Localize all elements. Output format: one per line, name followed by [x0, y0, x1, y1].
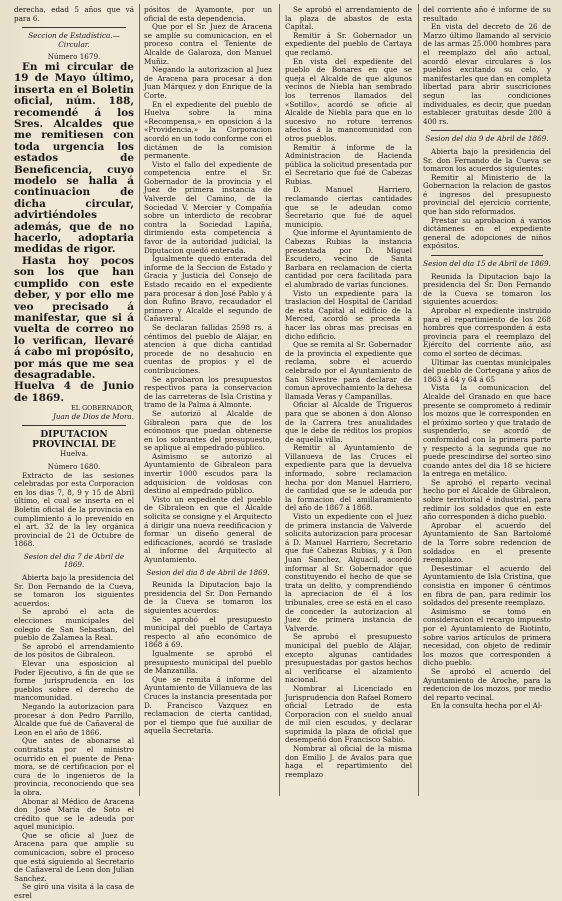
- paragraph: En el expediente del pueblo de Huelva sobre la mina «Recompensa,» en oposicion á la «Providencia,» la Corporacion acordó en un todo conforme con el dictámen de la comision permanente.: [144, 99, 272, 161]
- paragraph: Visto un expediente con el Juez de primera instancia de Valverde solicita autorizacion para procesar á D. Manuel Harriero, Secretario que fué Cabezas Rubias, y á Don Juan Sanchez, Alguacil, acordó informar al Sr. Gobernador que constituyendo el hecho de que se trata un delito, y comprendiéndo la apreciacion de él á los tribunales, cree se está en el caso de conceder la autorizacion al Juez de primera instancia de Valverde.: [285, 512, 412, 633]
- paragraph: Igualmente se aprobó el presupuesto municipal del pueblo de Manzanilla.: [144, 648, 272, 676]
- paragraph: En la consulta hecha por el Al-: [431, 701, 543, 711]
- column-2: [144, 6, 272, 796]
- paragraph: Asimismo se tomó en consideracion el recargo impuesto por el Ayuntamiento de Riotinto, sobre varios artículos de primera necesidad, con objeto de redimir los mozos que corresponden á dicho pueblo.: [423, 606, 551, 668]
- paragraph: Visto un expediente para la traslacion del Hospital de Caridad de esta Capital al edificio de la Merced, acordó se proceda á hacer las obras mas precisas en dicho edificio.: [285, 288, 412, 341]
- paragraph: En vista del decreto de 26 de Marzo último llamando al servicio de las armas 25.000 hombres para el reemplazo del año actual, acordó elevar circulares á los pueblos excitando su celo, y manifestarles que dan en completa libertad para abrir suscriciones segun las condiciones individuales, es decir, que puedan establecer gratuitas desde 200 á 400 rs.: [423, 22, 551, 126]
- circular-number: Número 1679.: [47, 52, 101, 62]
- paragraph: Se aprobó el presupuesto municipal del pueblo de Alájar, excepto algunas cantidades presupuestadas por gastos hechos al verificarse el alzamiento nacional.: [285, 632, 412, 685]
- paragraph: Oficiar al Alcalde de Trigueros para que se abonen á don Alonso de la Carrera tres anualidades que le debe de réditos los propios de aquella villa.: [285, 400, 412, 444]
- paragraph: Aprobar el acuerdo del Ayuntamiento de San Bartolomé de la Torre sobre redencion de soldados en el presente reemplazo.: [423, 520, 551, 565]
- paragraph: Que antes de abonarse al contratista por el ministro ocurrido en el puente de Pena-mora, se dé certificacion por el cura de lo ingenieros de la provincia, reconociendo que sea la obra.: [14, 736, 134, 797]
- column-4: [423, 6, 551, 796]
- paragraph: Desestimar el acuerdo del Ayuntamiento de Isla Cristina, que consistia en imponer 6 céntimos en fibra de pan, para redimir los soldados del presente reemplazo.: [423, 563, 551, 608]
- paragraph: Ultimar las cuentas municipales del pueblo de Cortegana y años de 1863 á 64 y 64 á 65: [423, 357, 551, 384]
- paragraph: Negando la autorizacion para procesar á don Pedro Parrillo, Alcalde que fué de Cañaveral de Leon en el año de 1866.: [14, 701, 134, 737]
- section-title: Seccion de Estadística.—Circular.: [28, 31, 120, 49]
- separator: [22, 425, 126, 426]
- signature-title: EL GOBERNADOR,: [71, 404, 134, 413]
- paragraph: Se giró una visita á la casa de esrel: [14, 882, 134, 901]
- paragraph: Reunida la Diputacion bajo la presidencia del Sr. Don Fernando de la Cueva se tomaron los siguientes acuerdos:: [423, 271, 551, 307]
- paragraph: Abonar al Médico de Aracena don José María de Soto el crédito que se le adeuda por aquel municipio.: [14, 796, 134, 832]
- paragraph: Que se oficie al Juez de Aracena para que amplíe su comunicacion, sobre el proceso que está siguiendo al Secretario de Cañaveral de Leon don Julian Sanchez.: [14, 830, 134, 883]
- paragraph: Se aprobó el arrendamiento de la plaza de abastos de esta Capital.: [285, 5, 412, 32]
- paragraph: pósitos de Ayamonte, por un oficial de esta dependencia.: [144, 5, 272, 23]
- column-divider: [139, 4, 140, 796]
- paragraph: Asimismo se autorizó al Ayuntamiento de Gibraleon para invertir 1000 escudos para la adquisicion de voldosas con destino al empedrado público.: [144, 451, 272, 496]
- session-heading: Sesion del dia 7 de Abril de 1869.: [23, 551, 125, 570]
- separator: [431, 130, 543, 131]
- session-heading: Sesion del dia 8 de Abril de 1869.: [146, 567, 270, 577]
- circular-text-2: Hasta hoy pocos son los que han cumplido con este deber, y por ello me veo precisado á manifestar, que si á vuelta de correo no lo verifican, llevaré á cabo mi propósito, por más que me sea desagradable. Huelva 4 de Junio de 1869.: [14, 254, 134, 404]
- paragraph: Se declaran fallidas 2598 rs. á céntimos del pueblo de Alájar, en atencion á que dicha cantidad procede de no desahucio en cuentas de propios y el de contribuciones.: [144, 322, 272, 375]
- paragraph: Visto el fallo del expediente de competencia entre el Sr. Gobernador de la provincia y el Juez de primera instancia de Valverde del Camino, de la Sociedad V. Mercier y Compañía sobre un interdicto de recobrar contra la Sociedad Lapiña, dirimiendo esta competencia á favor de la autoridad judicial, la Diputacion quedó enterada.: [144, 159, 272, 255]
- diputacion-title: DIPUTACION PROVINCIAL DE: [32, 430, 116, 451]
- separator: [22, 27, 126, 28]
- paragraph: Se aprobó el reparto vecinal hecho por el Alcalde de Gibraleon, sobre territorial é industrial, para redimir los soldados que en este año corresponden á dicho pueblo.: [423, 477, 551, 522]
- paragraph: Que se remita al Sr. Gobernador de la provincia el expediente que reclama, sobre el acuerdo celebrado por el Ayuntamiento de San Silvestre para declarar de comun aprovechamiento la dehesa llamada Veras y Campanillas.: [285, 340, 412, 401]
- diputacion-subtitle: Huelva.: [59, 449, 89, 459]
- paragraph: Remitir á informe de la Administracion de Hacienda pública la solicitud presentada por el Secretario que fué de Cabezas Rubias.: [285, 142, 412, 186]
- paragraph: Visto un expediente del pueblo de Gibraleon en que el Alcalde solicita se consigne y el Arquitecto á dirigir una nueva reedificacion y formar un diseño general de edificaciones, acordó se traslade al informe del Arquitecto al Ayuntamiento.: [144, 494, 272, 564]
- paragraph: Se autorizó al Alcalde de Gibraleon para que de los ecónomos que puedan obtenerse en los sobrantes del presupuesto, se aplique al empedrado público.: [144, 408, 272, 453]
- column-3: [285, 6, 412, 796]
- paragraph: Se aprobó el acta de elecciones municipales del colegio de San Sebastian, del pueblo de Zalamea la Real.: [14, 607, 134, 643]
- paragraph: Igualmente quedó enterada del informe de la Seccion de Estado y Gracia y Justicia del Consejo de Estado recaido en el expediente para procesar á don José Pablo y á don Rufino Bravo, recaudador el primero y Alcalde el segundo de Cañaveral.: [144, 254, 272, 324]
- paragraph: Que informe el Ayuntamiento de Cabezas Rubias la instancia presentada por D. Miguel Escudero, vecino de Santa Barbara en reclamacion de cierta cantidad por cera facilitada para el alumbrado de varias funciones.: [285, 228, 412, 289]
- paragraph: Aprobar el expediente instruido para el repartimiento de los 268 hombres que corresponden á esta provincia para el reemplazo del Ejército del corriente año, así como el sorteo de décimas.: [423, 306, 551, 358]
- circular-text: En mi circular de 19 de Mayo último, inserta en el Boletin oficial, núm. 188, recomendé á los Sres. Alcaldes que me remitiesen con toda urgencia los estados de Beneficencia, cuyo modelo se halla á continuacion de dicha circular, advirtiéndoles además, que de no hacerlo, adoptaria medidas de rigor.: [14, 60, 134, 256]
- paragraph: Vista la comunicacion del Alcalde del Granado en que hace presente se comprometo á redimir los mozos que le corresponden en el próximo sorteo y que tratado de suspenderlo, se acordó de conformidad con la primera parte y respecto á la segunda que no puede prescindirse del sorteo sino cuando antes del dia 18 se hiciere la entrega en metálico.: [423, 383, 551, 479]
- session-heading: Sesion del dia 15 de Abril de 1869.: [423, 259, 551, 269]
- paragraph: Nombrar al oficial de la misma don Emilio J. de Avalos para que haga el repartimiento del reemplazo: [285, 744, 412, 779]
- paragraph: Abierta bajo la presidencia del Sr. Don Fernando de la Cueva, se tomaron los siguientes acuerdos:: [14, 573, 134, 608]
- paragraph: Remitir al Ayuntamiento de Villanueva de las Cruces el expediente para que la devuelva informado, sobre reclamacion hecha por don Manuel Harriero, de cantidad que se le adeuda por la formacion del amillaramiento del año de 1867 á 1868.: [285, 443, 412, 513]
- paragraph: Se aprobó el acuerdo del Ayuntamiento de Aroche, para la redencion de los mozos, por medio del reparto vecinal.: [423, 666, 551, 702]
- session-heading: Sesion del dia 9 de Abril de 1869.: [425, 134, 549, 144]
- paragraph: Prestar su aprobacion á varios dictámenes en el expediente general de adopciones de niños expósitos.: [423, 215, 551, 251]
- paragraph: Que se remita á informe del Ayuntamiento de Villanueva de las Cruces la instancia presentada por D. Francisco Vazquez en reclamacion de cierta cantidad, por el tiempo que fué auxiliar de aquella Secretaría.: [144, 674, 272, 736]
- paragraph: D. Manuel Harriero, reclamando ciertas cantidades que se le adeudan como Secretario que fué de aquel municipio.: [285, 185, 412, 229]
- separator: [431, 255, 543, 256]
- paragraph: Se aprobó el arrendamiento de los pósitos de Gibraleon.: [14, 641, 134, 660]
- top-line: derecha, edad 5 años que vá para 6.: [14, 5, 134, 23]
- column-divider: [279, 4, 280, 796]
- column-divider: [418, 4, 419, 796]
- paragraph: En vista del expediente del pueblo de Bonares en que se queja el Alcalde de que algunos vecinos de Niebla han sembrado los terrenos llamados del «Sotillo», acordó se oficie al Alcalde de Niebla para que en lo sucesivo no roture terrenos afectos á la mancomunidad con otros pueblos.: [285, 56, 412, 143]
- paragraph: Abierta bajo la presidencia del Sr. don Fernando de la Cueva se tomaron los acuerdos siguientes:: [423, 146, 551, 174]
- paragraph: Se aprobaron los presupuestos respectivos para la conservacion de las carreteras de Isla Cristina y tramo de la Palma á Almonte.: [144, 374, 272, 410]
- column-1: [14, 5, 134, 901]
- diputacion-number: Número 1680.: [47, 461, 101, 471]
- paragraph: Remitir á Sr. Gobernador un expediente del pueblo de Cartaya que reclamó.: [285, 30, 412, 57]
- paragraph: Reunida la Diputacion bajo la presidencia del Sr. Don Fernando de la Cueva se tomaron los siguientes acuerdos:: [144, 580, 272, 615]
- signature-name: Juan de Dios de Mora.: [52, 411, 134, 421]
- paragraph: Se aprobó el presupuesto municipal del pueblo de Cartaya respecto al año económico de 1868 á 69.: [144, 614, 272, 650]
- paragraph: Negando la autorizacion al Juez de Aracena para procesar á don Juan Márquez y don Enrique de la Corte.: [144, 65, 272, 100]
- paragraph: del corriente año é informe de su resultado: [423, 5, 551, 23]
- paragraph: Elevar una esposicion al Poder Ejecutivo, á fin de que se forme jurisprudencia en los pueblos sobre el derecho de mancomunidad.: [14, 659, 134, 703]
- paragraph: Extracto de las sesiones celebradas por esta Corporacion en los dias 7, 8, 9 y 15 de Abril último, el cual se inserta en el Boletin oficial de la provincia en cumplimiento á lo prevenido en el art. 32 de la ley orgánica provincial de 21 de Octubre de 1868.: [14, 470, 134, 549]
- paragraph: Nombrar al Licenciado en Jurisprudencia don Rafael Romero oficial Letrado de esta Corporacion con el sueldo anual de mil cien escudos, y declarar suprimida la plaza de oficial que desempeñó don Francisco Sabio.: [285, 683, 412, 745]
- paragraph: Remitir al Ministerio de la Gobernacion la relacion de gastos é ingresos del presupuesto provincial del ejercicio corriente, que han sido reformados.: [423, 172, 551, 217]
- paragraph: Que por el Sr. Juez de Aracena se amplíe su comunicacion, en el proceso contra el Teniente de Alcalde de Galaroza, don Manuel Muñiz.: [144, 22, 272, 66]
